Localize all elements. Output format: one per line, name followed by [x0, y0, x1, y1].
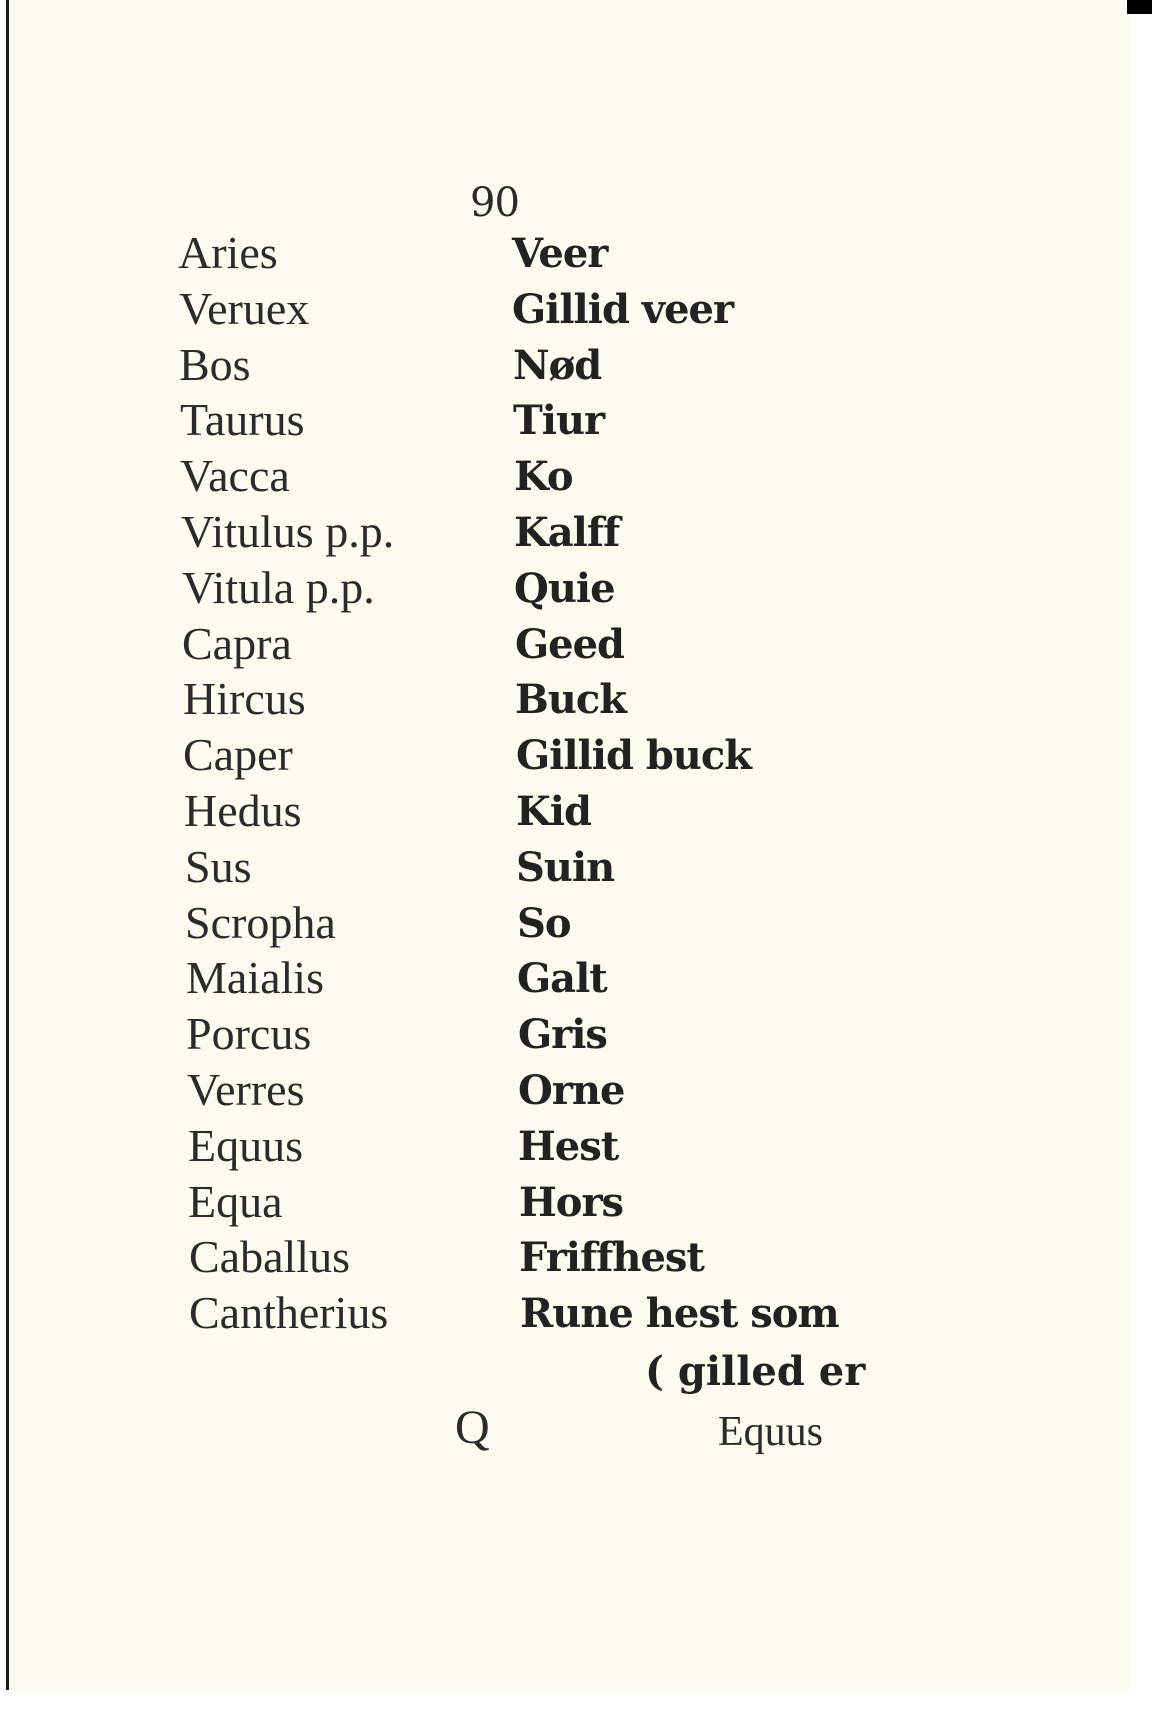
- latin-term: Veruex: [179, 283, 310, 334]
- latin-term: Bos: [179, 339, 251, 390]
- vernacular-term: Kid: [516, 788, 591, 835]
- latin-term: Hircus: [183, 673, 306, 724]
- latin-term: Sus: [185, 841, 252, 892]
- latin-term: Equa: [188, 1176, 283, 1227]
- latin-term: Scropha: [185, 897, 336, 948]
- vernacular-term: Buck: [515, 676, 626, 723]
- latin-term: Caper: [183, 729, 293, 780]
- catchword: Equus: [718, 1409, 823, 1455]
- latin-term: Cantherius: [189, 1287, 389, 1338]
- vernacular-term: Gillid veer: [512, 286, 734, 333]
- latin-term: Equus: [188, 1120, 303, 1171]
- vernacular-term: Suin: [516, 844, 615, 891]
- signature-mark: Q: [455, 1401, 490, 1454]
- page-number: 90: [470, 180, 519, 226]
- vernacular-term: Orne: [518, 1067, 625, 1114]
- latin-term: Caballus: [189, 1231, 350, 1282]
- vernacular-term: Friffhest: [519, 1234, 704, 1281]
- vernacular-term: Veer: [512, 230, 608, 277]
- latin-term: Maialis: [186, 952, 324, 1003]
- latin-term: Taurus: [180, 394, 305, 445]
- vernacular-term: Gris: [518, 1011, 607, 1058]
- latin-term: Vitulus p.p.: [181, 506, 395, 557]
- scan-corner-mark: [1127, 0, 1152, 14]
- latin-term: Porcus: [186, 1008, 312, 1059]
- latin-term: Hedus: [184, 785, 302, 836]
- vernacular-term: Geed: [515, 621, 625, 668]
- latin-term: Aries: [178, 227, 278, 278]
- vernacular-term: Rune hest som: [520, 1290, 839, 1337]
- vernacular-term: Hors: [519, 1179, 624, 1226]
- vernacular-term: Kalff: [514, 509, 620, 556]
- latin-term: Verres: [187, 1064, 305, 1115]
- vernacular-term: Nød: [513, 342, 602, 389]
- vernacular-term: Hest: [518, 1123, 619, 1170]
- vernacular-term: Tiur: [513, 397, 605, 444]
- vernacular-term: Galt: [517, 955, 607, 1002]
- vernacular-term: So: [517, 900, 571, 947]
- vernacular-term: Ko: [514, 453, 573, 500]
- continuation-line: ( gilled er: [645, 1348, 866, 1395]
- vernacular-term: Quie: [514, 565, 615, 612]
- latin-term: Vitula p.p.: [182, 562, 375, 613]
- latin-term: Vacca: [180, 450, 290, 501]
- vernacular-term: Gillid buck: [516, 732, 751, 779]
- latin-term: Capra: [182, 618, 292, 669]
